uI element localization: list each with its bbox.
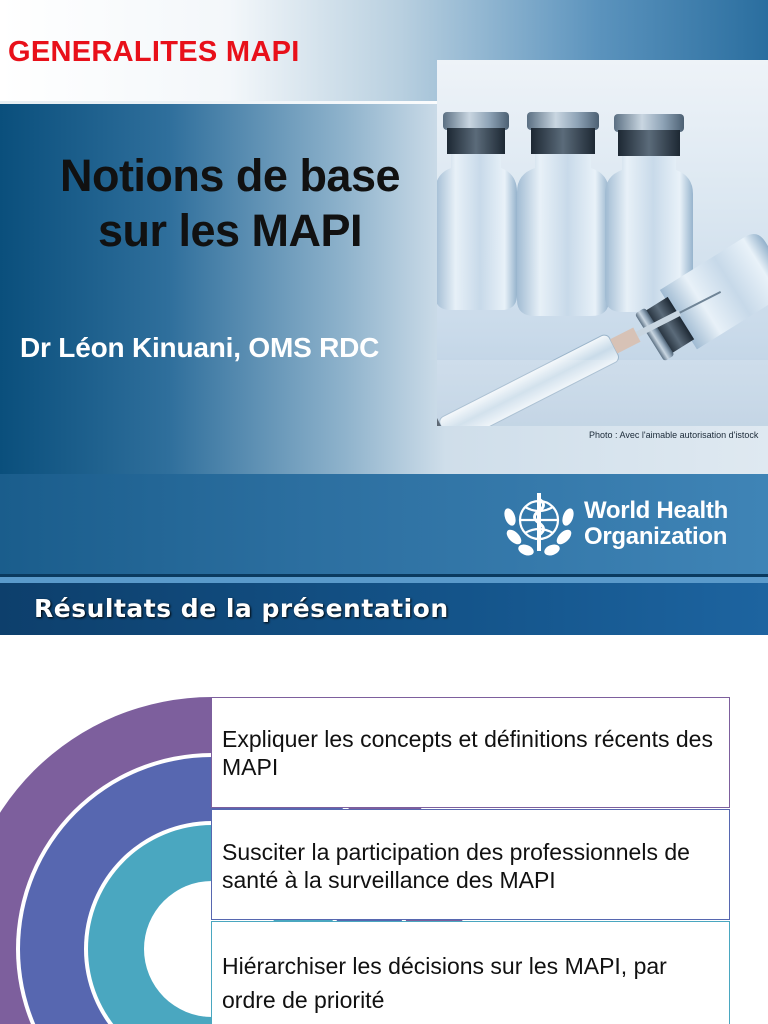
who-logo-text (584, 498, 728, 550)
slide-title-line1: Notions de base (59, 150, 401, 201)
who-logo-line2: Organization (584, 523, 728, 550)
slide-title-line2: sur les MAPI (97, 205, 363, 256)
objective-item-2: Susciter la participation des professionnels de santé à la surveillance des MAPI (211, 809, 730, 920)
author-name: Dr Léon Kinuani, OMS RDC (20, 332, 380, 363)
slide-topic: GENERALITES MAPI (8, 36, 300, 68)
photo-credit: Photo : Avec l'aimable autorisation d'istock (589, 430, 759, 440)
objective-item-1: Expliquer les concepts et définitions récents des MAPI (211, 697, 730, 808)
slide-title (0, 148, 460, 258)
vaccine-vials-and-syringe-photo (437, 60, 768, 426)
who-logo-line1: World Health (584, 497, 728, 524)
top-band-divider (0, 101, 440, 104)
who-emblem-icon (498, 487, 580, 561)
objective-item-3: Hiérarchiser les décisions sur les MAPI, par ordre de priorité (211, 921, 730, 1024)
slide-heading: Résultats de la présentation (34, 594, 449, 623)
objectives-slide (0, 577, 768, 1024)
